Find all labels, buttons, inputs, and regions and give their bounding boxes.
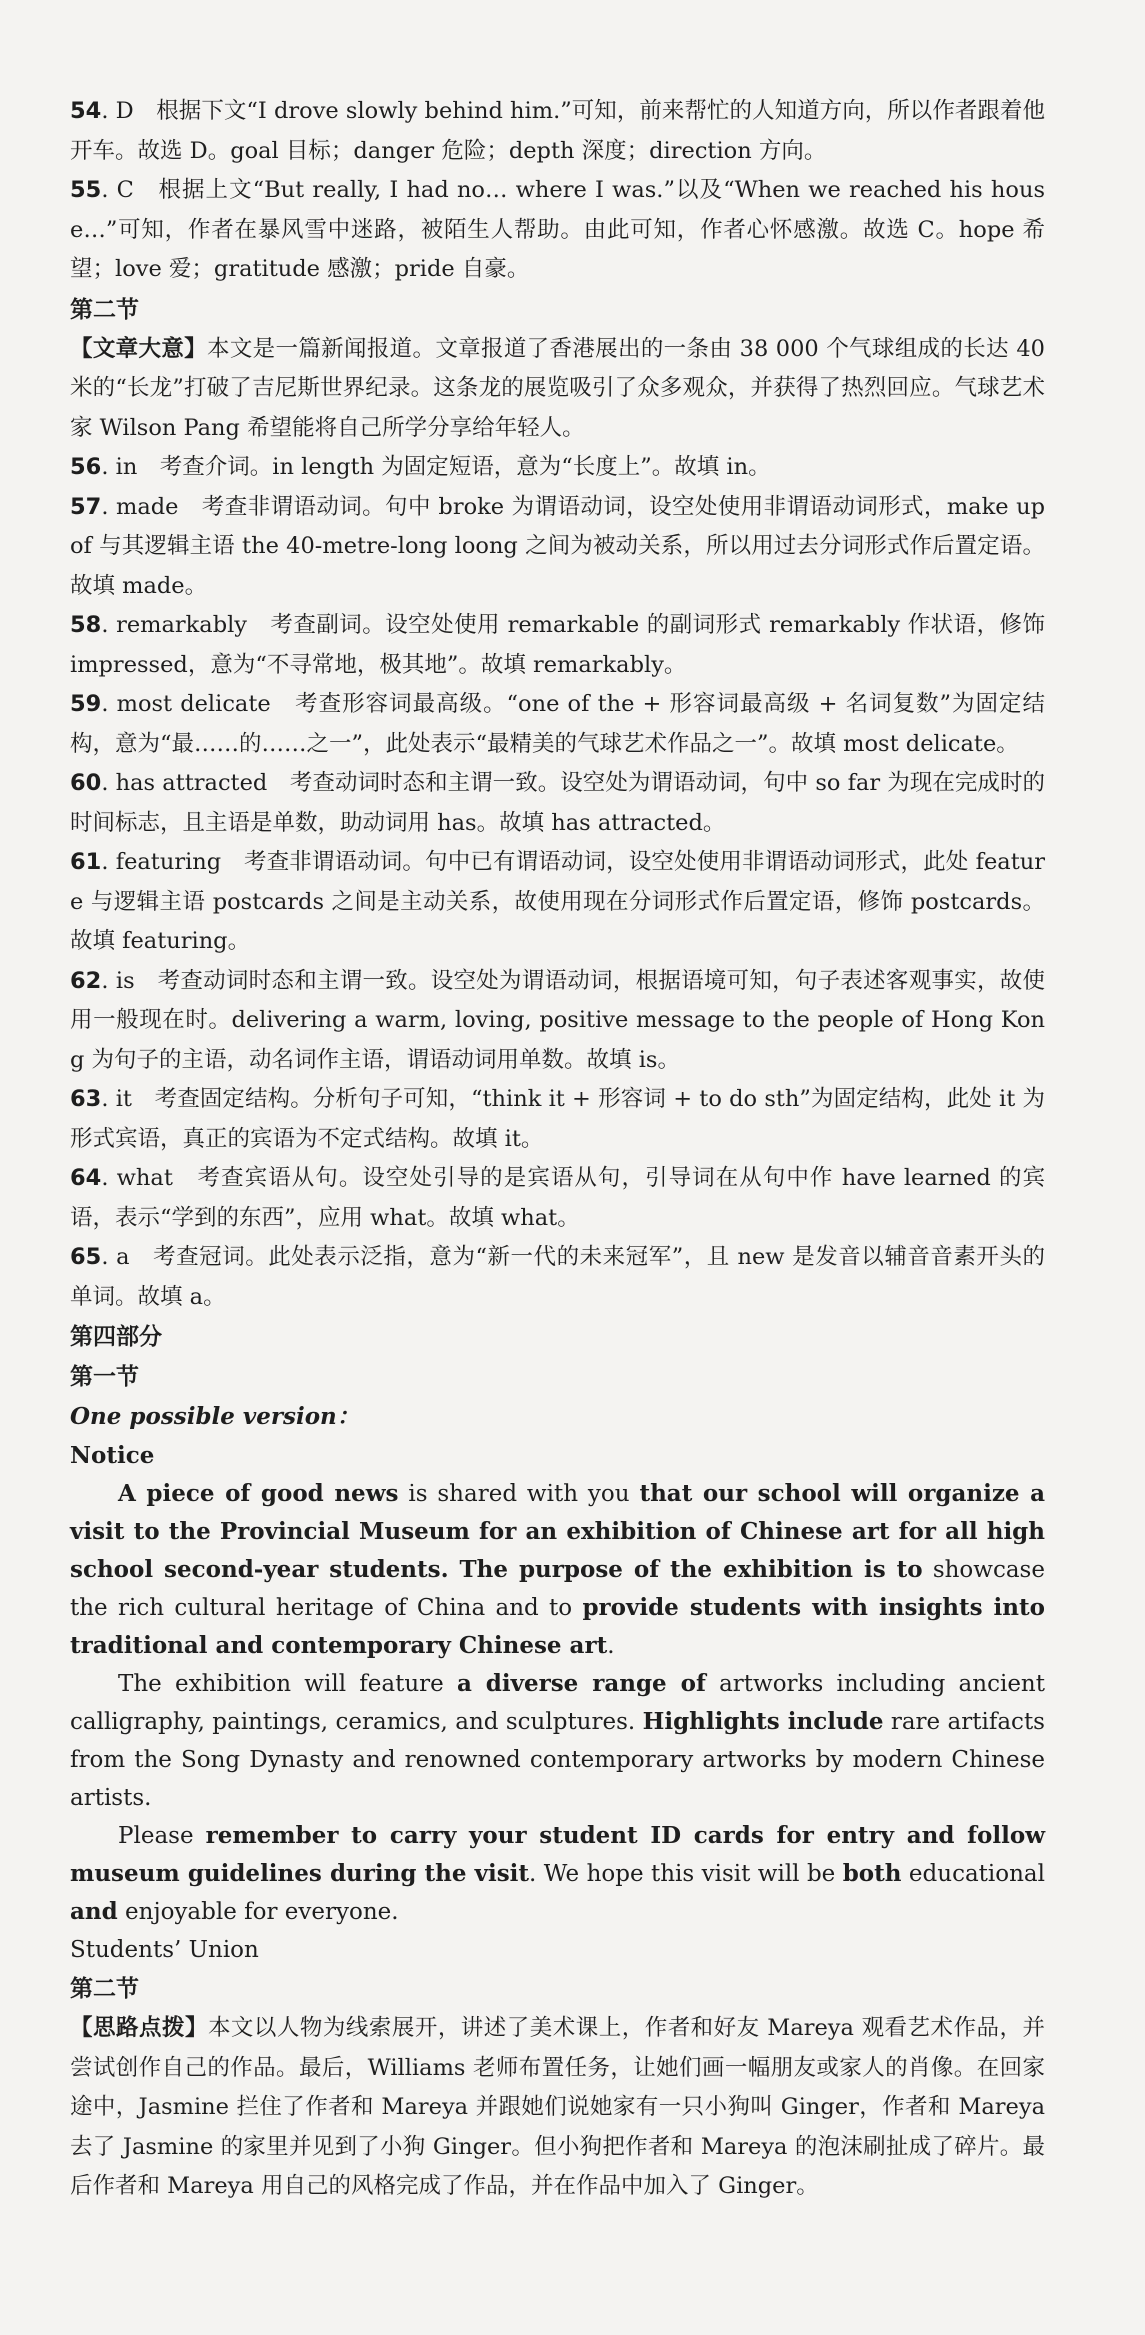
answer-60 [70,764,1045,843]
sample-essay [70,1437,1045,1969]
answer-text: . most delicate 考查形容词最高级。“one of the + 形容词最高级 + 名词复数”为固定结构，意为“最……的……之一”，此处表示“最精美的气球艺术作品之一”。故填 most delicate。 [70,691,1045,757]
essay-text: enjoyable for everyone. [117,1899,399,1925]
thinking-label: 【思路点拨】 [70,2015,208,2041]
answer-58 [70,606,1045,685]
essay-text: . [607,1633,615,1659]
answer-number: 55 [70,177,102,203]
essay-text: Please [118,1823,206,1849]
summary-text: 本文是一篇新闻报道。文章报道了香港展出的一条由 38 000 个气球组成的长达 40 米的“长龙”打破了吉尼斯世界纪录。这条龙的展览吸引了众多观众，并获得了热烈回应。气球艺术家 Wilson Pang 希望能将自己所学分享给年轻人。 [70,335,1045,441]
answer-text: . remarkably 考查副词。设空处使用 remarkable 的副词形式 remarkably 作状语，修饰 impressed，意为“不寻常地，极其地”。故填 remarkably。 [70,612,1045,678]
essay-title: Notice [70,1442,155,1469]
essay-text: educational [901,1861,1045,1887]
answer-text: . C 根据上文“But really, I had no… where I was.”以及“When we reached his house…”可知，作者在暴风雪中迷路，被陌生人帮助。由此可知，作者心怀感激。故选 C。hope 希望；love 爱；gratitude 感激；pride 自豪。 [70,177,1045,282]
answer-54 [70,92,1045,171]
answer-63 [70,1080,1045,1159]
answer-number: 65 [70,1244,102,1270]
essay-text: rare artifacts from the Song Dynasty and renowned contemporary artworks by modern Chinese artists. [70,1709,1045,1811]
answer-64 [70,1159,1045,1238]
answer-59 [70,685,1045,764]
answer-number: 57 [70,493,102,520]
essay-text: . We hope this visit will be [529,1861,843,1887]
section-2-heading: 第二节 [70,296,139,323]
answer-number: 60 [70,770,102,796]
answer-number: 64 [70,1165,102,1191]
answer-text: . what 考查宾语从句。设空处引导的是宾语从句，引导词在从句中作 have learned 的宾语，表示“学到的东西”，应用 what。故填 what。 [70,1165,1045,1231]
thinking-guide [70,2009,1045,2207]
essay-text: The exhibition will feature [118,1671,457,1697]
essay-key-phrase: and [70,1898,118,1925]
answer-56 [70,448,1045,488]
essay-paragraph-1 [70,1475,1045,1665]
essay-paragraph-3 [70,1817,1045,1931]
answer-number: 63 [70,1086,102,1112]
essay-text: showcase the rich cultural heritage of China and to [70,1557,1045,1621]
answer-text: . in 考查介词。in length 为固定短语，意为“长度上”。故填 in。 [101,454,771,480]
answer-number: 61 [70,849,102,875]
answer-text: . has attracted 考查动词时态和主谓一致。设空处为谓语动词，句中 so far 为现在完成时的时间标志，且主语是单数，助动词用 has。故填 has attracted。 [70,770,1045,836]
answer-text: . made 考查非谓语动词。句中 broke 为谓语动词，设空处使用非谓语动词形式，make up of 与其逻辑主语 the 40-metre-long loong 之间为被动关系，所以用过去分词形式作后置定语。故填 made。 [70,493,1045,599]
answer-57 [70,488,1045,607]
answer-65 [70,1238,1045,1317]
part-4-section-1-heading: 第一节 [70,1364,139,1390]
answer-number: 62 [70,967,102,994]
essay-key-phrase: Highlights include [642,1708,884,1735]
essay-key-phrase: A piece of good news [118,1480,399,1507]
answer-55 [70,171,1045,290]
essay-paragraph-2 [70,1665,1045,1817]
essay-text: is shared with you [398,1481,640,1507]
essay-key-phrase: provide students with insights into traditional and contemporary Chinese art [70,1594,1045,1659]
essay-key-phrase: remember to carry your student ID cards for entry and follow museum guidelines during the visit [70,1822,1045,1887]
article-summary [70,330,1045,449]
thinking-text: 本文以人物为线索展开，讲述了美术课上，作者和好友 Mareya 观看艺术作品，并尝试创作自己的作品。最后，Williams 老师布置任务，让她们画一幅朋友或家人的肖像。在回家途中，Jasmine 拦住了作者和 Mareya 并跟她们说她家有一只小狗叫 Ginger，作者和 Mareya 去了 Jasmine 的家里并见到了小狗 Ginger。但小狗把作者和 Mareya 的泡沫刷扯成了碎片。最后作者和 Mareya 用自己的风格完成了作品，并在作品中加入了 Ginger。 [70,2015,1045,2199]
version-label [70,1397,1045,1437]
answer-text: . D 根据下文“I drove slowly behind him.”可知，前来帮忙的人知道方向，所以作者跟着他开车。故选 D。goal 目标；danger 危险；depth 深度；direction 方向。 [70,98,1045,164]
essay-signature: Students’ Union [70,1937,259,1963]
answer-number: 54 [70,98,102,124]
part-4-heading: 第四部分 [70,1324,162,1350]
answer-number: 56 [70,454,102,480]
version-colon: ： [336,1403,360,1430]
answer-text: . featuring 考查非谓语动词。句中已有谓语动词，设空处使用非谓语动词形式，此处 feature 与逻辑主语 postcards 之间是主动关系，故使用现在分词形式作后置定语，修饰 postcards。故填 featuring。 [70,849,1045,954]
essay-text: artworks including ancient calligraphy, paintings, ceramics, and sculptures. [70,1671,1045,1735]
part-4-section-2-heading: 第二节 [70,1976,139,2002]
answer-61 [70,843,1045,962]
answer-text: . a 考查冠词。此处表示泛指，意为“新一代的未来冠军”，且 new 是发音以辅音音素开头的单词。故填 a。 [70,1244,1045,1310]
summary-label: 【文章大意】 [70,335,207,362]
essay-key-phrase: both [842,1860,902,1887]
essay-key-phrase: that our school will organize a visit to the Provincial Museum for an exhibition of Chinese art for all high school second-year students. The purpose of the exhibition is to [70,1480,1046,1583]
answer-text: . is 考查动词时态和主谓一致。设空处为谓语动词，根据语境可知，句子表述客观事实，故使用一般现在时。delivering a warm, loving, positive message to the people of Hong Kong 为句子的主语，动名词作主语，谓语动词用单数。故填 is。 [70,967,1045,1073]
answer-text: . it 考查固定结构。分析句子可知，“think it + 形容词 + to do sth”为固定结构，此处 it 为形式宾语，真正的宾语为不定式结构。故填 it。 [70,1086,1045,1152]
essay-key-phrase: a diverse range of [456,1670,706,1697]
answer-number: 59 [70,691,102,717]
answer-number: 58 [70,612,102,638]
version-label-text: One possible version [70,1403,337,1430]
answer-62 [70,962,1045,1081]
